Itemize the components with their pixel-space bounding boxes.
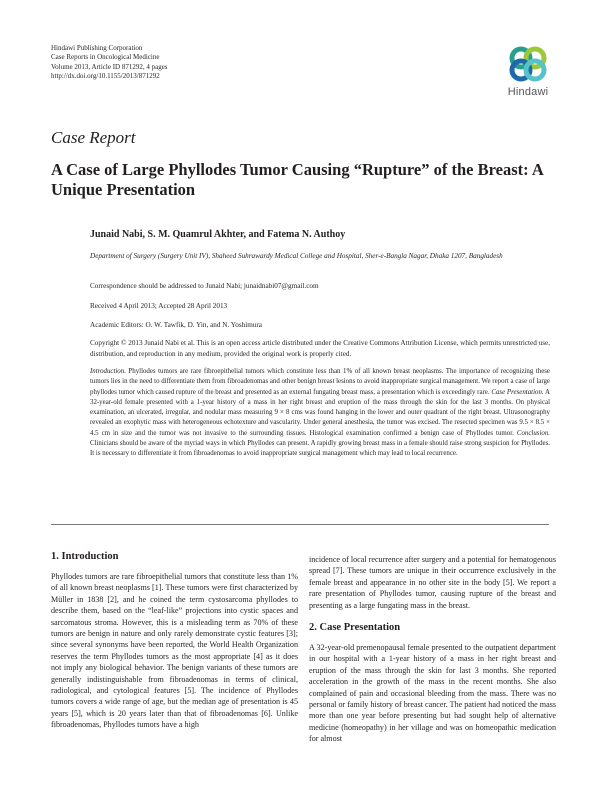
received-dates: Received 4 April 2013; Accepted 28 April 2013 — [90, 302, 228, 310]
affiliation: Department of Surgery (Surgery Unit IV), Shaheed Suhrawardy Medical College and Hospital, Sher-e-Bangla Nagar, Dhaka 1207, Bangladesh — [90, 252, 503, 260]
section-divider — [51, 524, 549, 525]
author-list: Junaid Nabi, S. M. Quamrul Akhter, and Fatema N. Authoy — [90, 229, 346, 240]
abstract — [90, 367, 550, 460]
publisher-name: Hindawi Publishing Corporation — [51, 44, 143, 52]
left-column — [51, 550, 298, 731]
academic-editors: Academic Editors: O. W. Tawfik, D. Yin, and N. Yoshimura — [90, 321, 262, 329]
abstract-case-text: A 32-year-old female presented with a 1-year history of a mass in her right breast and eruption of the mass through the skin for the last 3 months. On physical examination, an ulcerated, irregular, and nodular mass measuring 9 × 8 cms was found hanging in the lower and outer quadrant of the right breast. Ultrasonography revealed an exophytic mass with heterogeneous echotexture and vascularity. Under general anesthesia, the tumor was excised. The resected specimen was 9.5 × 8.5 × 4.5 cm in size and the tumor was not invasive to the surrounding tissues. Histological examination confirmed a benign case of Phyllodes tumor. — [90, 388, 550, 437]
doi-link[interactable]: http://dx.doi.org/10.1155/2013/871292 — [51, 72, 160, 81]
article-type: Case Report — [51, 128, 136, 147]
right-column — [309, 554, 556, 745]
abstract-conclusion-text: Clinicians should be aware of the myriad ways in which Phyllodes can present. A rapidly growing breast mass in a female should raise strong suspicion for Phyllodes. It is necessary to differentiate it from fibroadenomas to avoid inappropriate surgical management which may lead to local recurrence. — [90, 440, 550, 458]
article-title: A Case of Large Phyllodes Tumor Causing “Rupture” of the Breast: A Unique Presentation — [51, 160, 543, 199]
abstract-intro-label: Introduction. — [90, 368, 126, 375]
journal-name: Case Reports in Oncological Medicine — [51, 53, 160, 62]
abstract-case-label: Case Presentation. — [491, 388, 544, 396]
abstract-conclusion-label: Conclusion. — [516, 429, 550, 437]
introduction-continued: incidence of local recurrence after surgery and a potential for hematogenous spread [7]. These tumors are unique in their occurrence exclusively in the female breast and appearance in no other site in the body [5]. We report a rare presentation of Phyllodes tumor, causing rupture of the breast and presenting as a large fungating mass in the breast. — [309, 555, 556, 610]
case-presentation-heading: 2. Case Presentation — [309, 622, 401, 634]
case-presentation-paragraph: A 32-year-old premenopausal female presented to the outpatient department in our hospital with a 1-year history of a mass in her right breast and eruption of the mass through the skin for last 3 months. She reported acceleration in the growth of the mass in the recent months. She also complained of pain and occasional bleeding from the mass. There was no personal or family history of breast cancer. The patient had noticed the mass more than one year before presenting but had sought help of alternative medicine (homeopathy) in her village and was on homeopathic medication for almost — [309, 643, 556, 744]
hindawi-logo-icon — [496, 44, 560, 84]
publication-info — [51, 44, 168, 82]
logo-text: Hindawi — [507, 86, 549, 98]
introduction-paragraph: Phyllodes tumors are rare fibroepithelial tumors that constitute less than 1% of all known breast neoplasms [1]. These tumors were first characterized by Müller in 1838 [2], and he coined the term cystosarcoma phyllodes to describe them, based on the “leaf-like” projections into cystic spaces and sarcomatous stroma. However, this is a misleading term as 70% of these tumors are benign in nature and only rarely demonstrate cystic features [3]; since several synonyms have been reported, the World Health Organization reserves the term Phyllodes tumors as the most appropriate [4] as it does not imply any biological behavior. The benign variants of these tumors are generally indistinguishable from fibroadenomas in terms of clinical, radiological, and cytological features [5]. The incidence of Phyllodes tumors covers a wide range of age, but the median age of presentation is 45 years [5], which is 20 years later than that of fibroadenomas [6]. Unlike fibroadenomas, Phyllodes tumors have a high — [51, 572, 298, 730]
volume-info: Volume 2013, Article ID 871292, 4 pages — [51, 62, 168, 71]
copyright-notice: Copyright © 2013 Junaid Nabi et al. This is an open access article distributed under the Creative Commons Attribution License, which permits unrestricted use, distribution, and reproduction in any medium, provided the original work is properly cited. — [90, 339, 550, 358]
introduction-heading: 1. Introduction — [51, 551, 119, 562]
abstract-intro-text: Phyllodes tumors are rare fibroepithelial tumors which constitute less than 1% of all known breast neoplasms. The importance of recognizing these tumors lies in the need to differentiate them from fibroadenomas and other benign breast lesions to avoid inappropriate surgical management. We report a case of large phyllodes tumor which caused rupture of the breast and presented as an external fungating breast mass, a presentation which is exceedingly rare. — [90, 368, 550, 396]
correspondence: Correspondence should be addressed to Junaid Nabi; junaidnabi07@gmail.com — [90, 282, 319, 290]
hindawi-logo — [496, 44, 560, 108]
